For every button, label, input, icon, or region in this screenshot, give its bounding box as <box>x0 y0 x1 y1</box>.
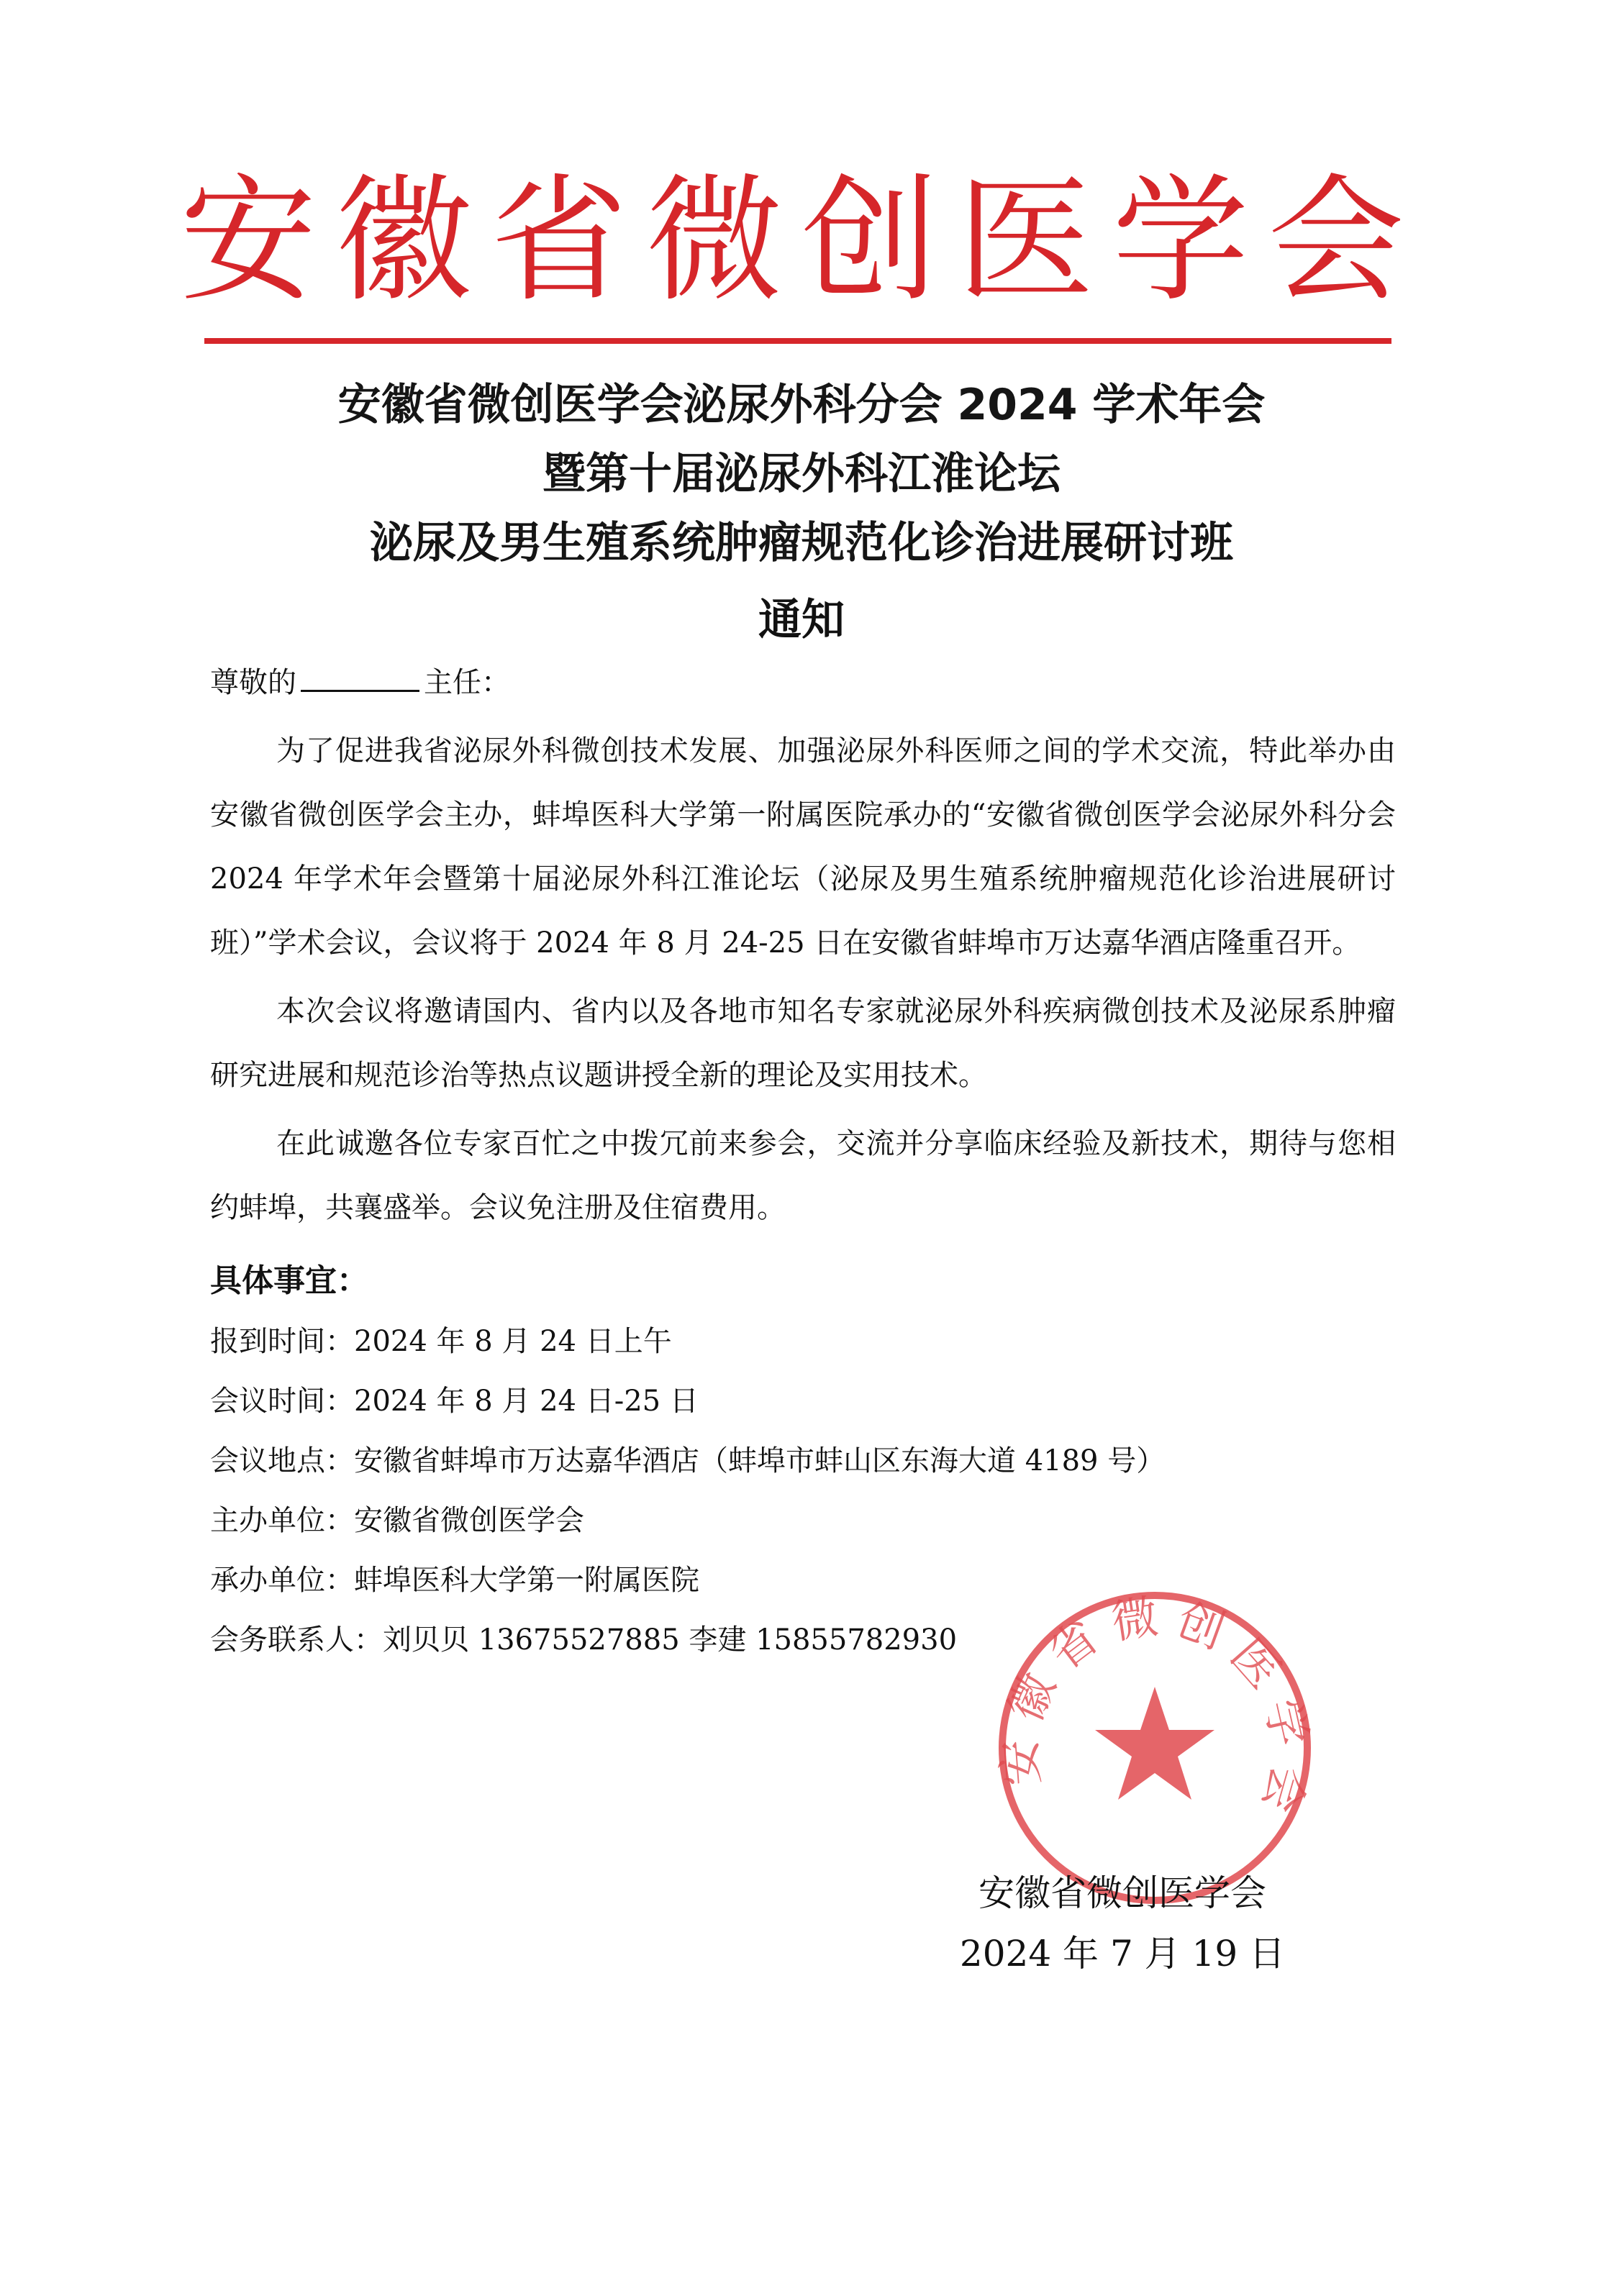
detail-venue: 会议地点：安徽省蚌埠市万达嘉华酒店（蚌埠市蚌山区东海大道 4189 号） <box>210 1444 1166 1477</box>
title-line-3: 泌尿及男生殖系统肿瘤规范化诊治进展研讨班 <box>370 518 1233 568</box>
detail-checkin-time: 报到时间：2024 年 8 月 24 日上午 <box>210 1325 672 1358</box>
letterhead-divider <box>204 338 1391 344</box>
title-line-2: 暨第十届泌尿外科江淮论坛 <box>542 449 1061 499</box>
svg-text:安徽省微创医学会: 安徽省微创医学会 <box>993 1590 1317 1818</box>
notice-heading: 通知 <box>758 595 845 645</box>
details-heading: 具体事宜： <box>210 1262 368 1299</box>
title-line-1: 安徽省微创医学会泌尿外科分会 2024 学术年会 <box>337 380 1266 430</box>
signature-date: 2024 年 7 月 19 日 <box>959 1933 1286 1974</box>
paragraph-content: 本次会议将邀请国内、省内以及各地市知名专家就泌尿外科疾病微创技术及泌尿系肿瘤研究进展和规范诊治等热点议题讲授全新的理论及实用技术。 <box>210 995 1396 1092</box>
document-title <box>0 370 1603 578</box>
detail-organizer: 承办单位：蚌埠医科大学第一附属医院 <box>210 1564 699 1597</box>
name-blank <box>301 662 419 692</box>
paragraph-intro: 为了促进我省泌尿外科微创技术发展、加强泌尿外科医师之间的学术交流，特此举办由安徽省微创医学会主办，蚌埠医科大学第一附属医院承办的“安徽省微创医学会泌尿外科分会 2024 年学术年会暨第十届泌尿外科江淮论坛（泌尿及男生殖系统肿瘤规范化诊治进展研讨班）”学术会议，会议将于 2024 年 8 月 24-25 日在安徽省蚌埠市万达嘉华酒店隆重召开。 <box>210 734 1396 960</box>
signature-org: 安徽省微创医学会 <box>978 1872 1266 1914</box>
greeting <box>210 651 1396 715</box>
greeting-prefix: 尊敬的 <box>210 666 296 699</box>
signature-block <box>928 1863 1317 1984</box>
paragraph-invitation: 在此诚邀各位专家百忙之中拨冗前来参会，交流并分享临床经验及新技术，期待与您相约蚌埠，共襄盛举。会议免注册及住宿费用。 <box>210 1127 1396 1224</box>
letterhead-org-name: 安徽省微创医学会 <box>179 161 1423 320</box>
document-body <box>210 651 1396 1670</box>
detail-contacts: 会务联系人：刘贝贝 13675527885 李建 15855782930 <box>210 1623 958 1657</box>
detail-host: 主办单位：安徽省微创医学会 <box>210 1504 584 1537</box>
detail-meeting-time: 会议时间：2024 年 8 月 24 日-25 日 <box>210 1385 699 1418</box>
official-seal-stamp <box>993 1586 1317 1910</box>
greeting-suffix: 主任： <box>424 666 510 699</box>
